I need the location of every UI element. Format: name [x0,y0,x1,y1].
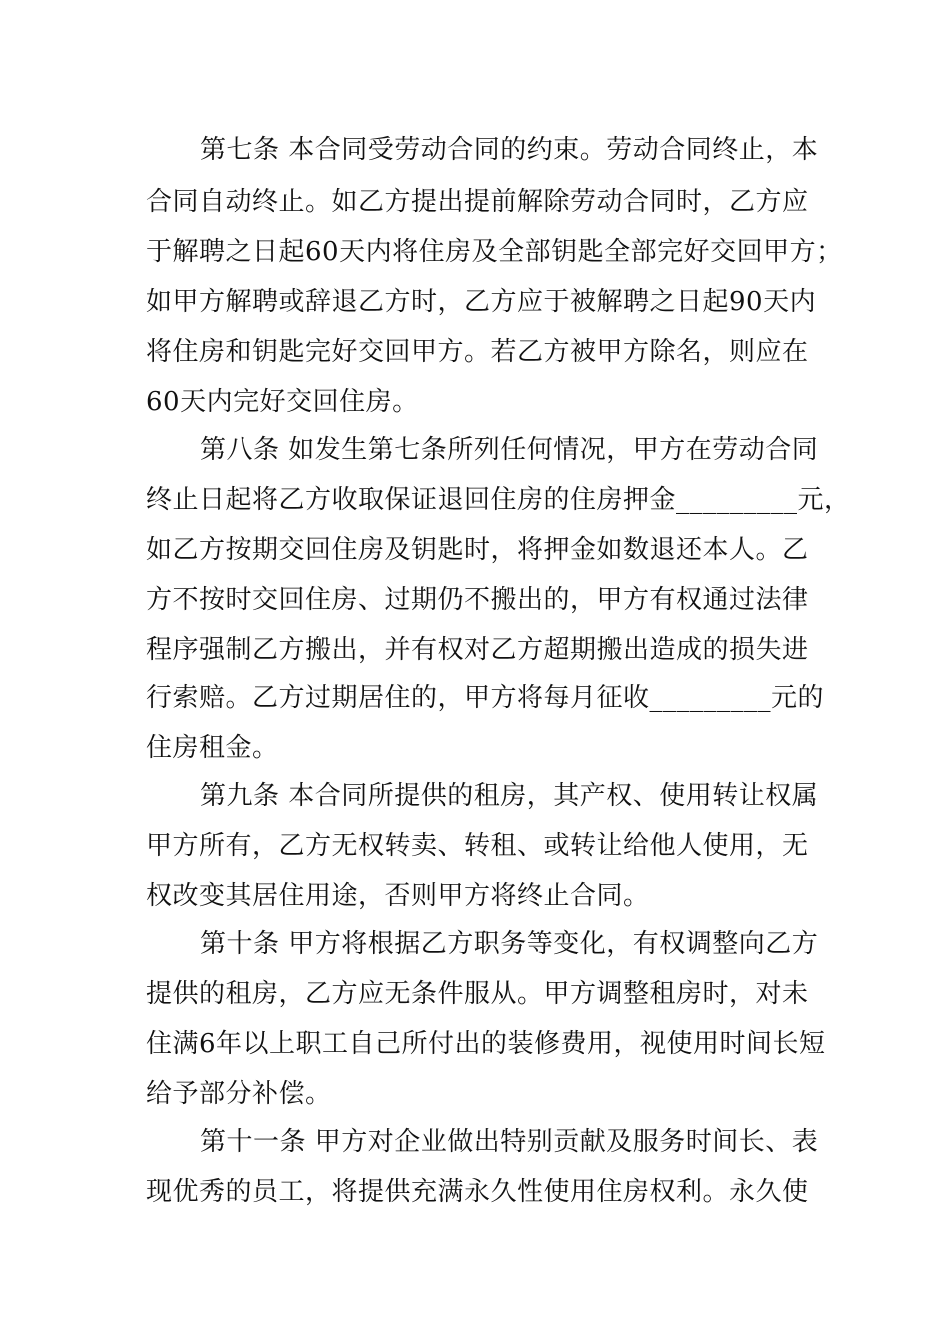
article-9-line-1: 第九条 本合同所提供的租房，其产权、使用转让权属 [200,781,819,811]
article-9-line-3: 权改变其居住用途，否则甲方将终止合同。 [146,881,650,911]
article-7-line-3: 于解聘之日起60天内将住房及全部钥匙全部完好交回甲方； [146,237,843,267]
article-10-line-2: 提供的租房，乙方应无条件服从。甲方调整租房时，对未 [146,979,809,1009]
article-10-line-3: 住满6年以上职工自己所付出的装修费用，视使用时间长短 [146,1029,826,1059]
article-10-line-4: 给予部分补偿。 [146,1079,332,1109]
article-8-line-7: 住房租金。 [146,733,279,763]
article-7-line-5: 将住房和钥匙完好交回甲方。若乙方被甲方除名，则应在 [146,337,809,367]
article-8-line-4: 方不按时交回住房、过期仍不搬出的，甲方有权通过法律 [146,585,809,615]
article-11-line-1: 第十一条 甲方对企业做出特别贡献及服务时间长、表 [200,1127,819,1157]
article-8-line-1: 第八条 如发生第七条所列任何情况，甲方在劳动合同 [200,435,819,465]
article-9-line-2: 甲方所有，乙方无权转卖、转租、或转让给他人使用，无 [146,831,809,861]
article-7-line-1: 第七条 本合同受劳动合同的约束。劳动合同终止，本 [200,135,819,165]
article-8-line-3: 如乙方按期交回住房及钥匙时，将押金如数退还本人。乙 [146,535,809,565]
article-8-line-6: 行索赔。乙方过期居住的，甲方将每月征收_________元的 [146,683,825,713]
article-10-line-1: 第十条 甲方将根据乙方职务等变化，有权调整向乙方 [200,929,819,959]
article-8-line-2: 终止日起将乙方收取保证退回住房的住房押金_________元， [146,485,851,515]
article-8-line-5: 程序强制乙方搬出，并有权对乙方超期搬出造成的损失进 [146,635,809,665]
article-7-line-4: 如甲方解聘或辞退乙方时，乙方应于被解聘之日起90天内 [146,287,817,317]
article-7-line-2: 合同自动终止。如乙方提出提前解除劳动合同时，乙方应 [146,187,809,217]
article-11-line-2: 现优秀的员工，将提供充满永久性使用住房权利。永久使 [146,1177,809,1207]
article-7-line-6: 60天内完好交回住房。 [146,387,419,417]
